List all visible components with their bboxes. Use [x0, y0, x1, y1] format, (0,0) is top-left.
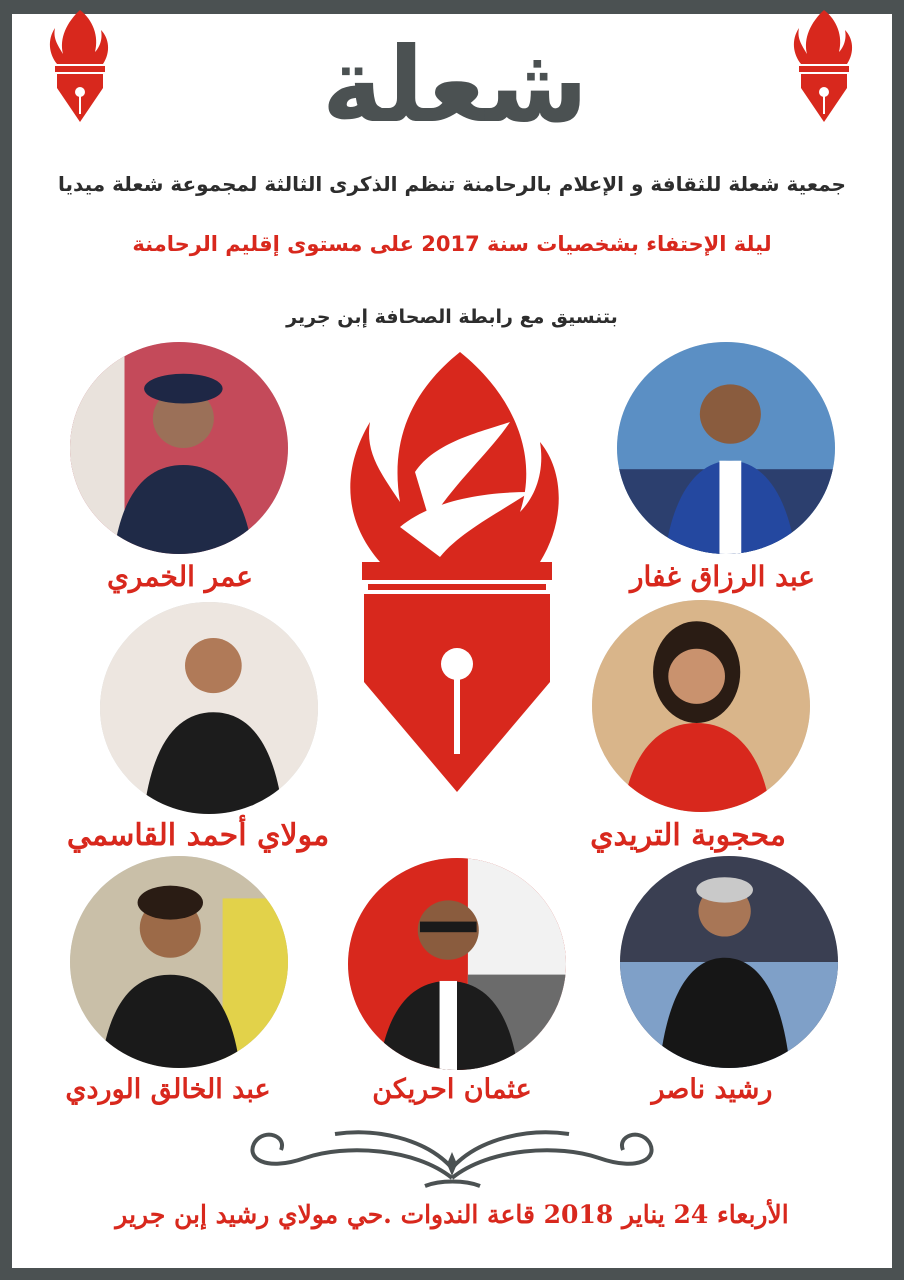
honoree-photo-othmane [348, 858, 566, 1070]
honoree-photo-rachid [620, 856, 838, 1068]
pen-flame-logo-right-icon [789, 8, 859, 126]
honoree-photo-abdelkhalek [70, 856, 288, 1068]
honoree-name: عمر الخمري [106, 560, 254, 593]
intro-line-2: ليلة الإحتفاء بشخصيات سنة 2017 على مستوى إقليم الرحامنة [132, 232, 772, 256]
honoree-name: مولاي أحمد القاسمي [66, 818, 330, 853]
center-pen-flame-logo-icon [340, 352, 575, 792]
honoree-name: عبد الرزاق غفار [630, 560, 815, 593]
honoree-name: عثمان احريكن [372, 1074, 532, 1105]
event-info: الأربعاء 24 يناير 2018 قاعة الندوات .حي مولاي رشيد إبن جرير [115, 1200, 789, 1229]
honoree-photo-mahjouba [592, 600, 810, 812]
pen-flame-logo-left-icon [45, 8, 115, 126]
decorative-book-ornament-icon [225, 1118, 680, 1194]
honoree-name: محجوبة التريدي [590, 818, 786, 853]
honoree-photo-omar [70, 342, 288, 554]
honoree-name: رشيد ناصر [651, 1074, 773, 1105]
honoree-photo-moulay-ahmed [100, 602, 318, 814]
honoree-name: عبد الخالق الوردي [65, 1074, 271, 1105]
poster-title: شعلة [321, 23, 589, 146]
title-box [160, 14, 750, 155]
intro-line-3: بتنسيق مع رابطة الصحافة إبن جرير [286, 306, 618, 328]
honoree-photo-abderrazak [617, 342, 835, 554]
intro-line-1: جمعية شعلة للثقافة و الإعلام بالرحامنة تنظم الذكرى الثالثة لمجموعة شعلة ميديا [58, 172, 846, 196]
